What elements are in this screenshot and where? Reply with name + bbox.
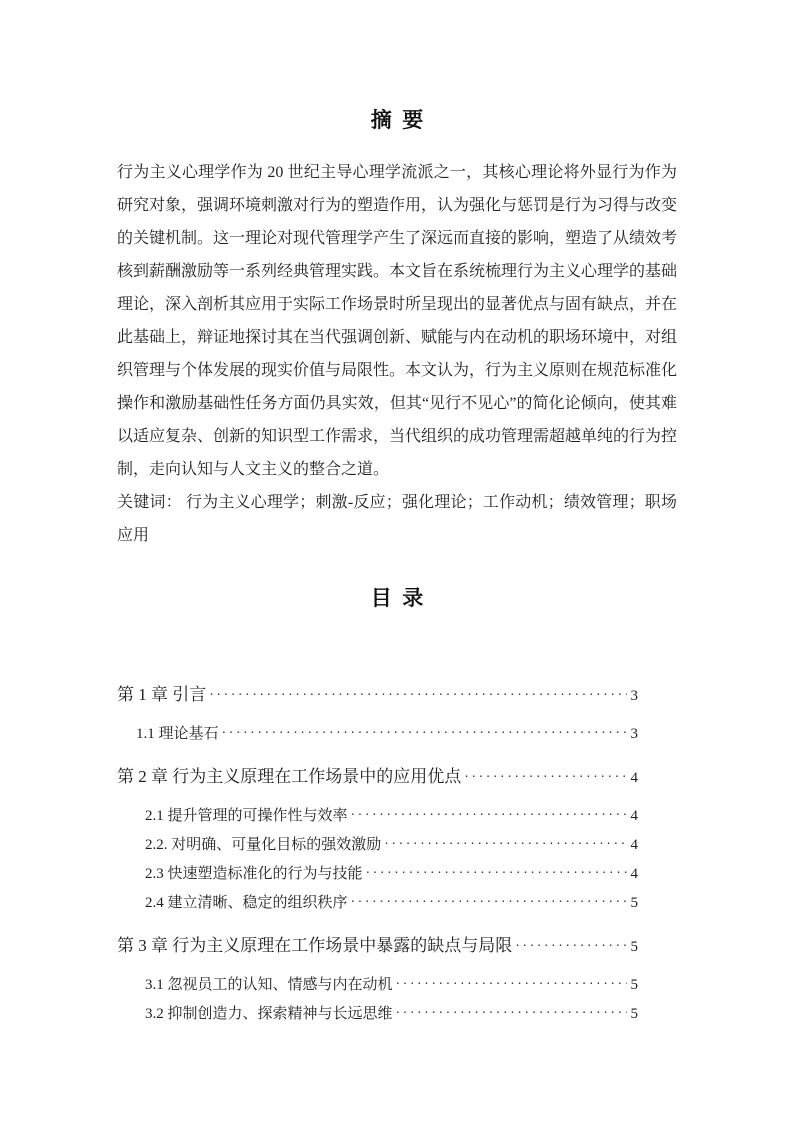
toc-dot-leader [366,859,627,888]
toc-entry-label: 1.1 理论基石 [136,726,219,742]
toc-entry-label: 2.4 建立清晰、稳定的组织秩序 [145,895,348,911]
toc-page-number: 3 [630,726,638,742]
toc-entry [117,762,638,793]
toc-entry-label: 第 2 章 行为主义原理在工作场景中的应用优点 [117,767,462,786]
toc-page-number: 5 [630,977,638,993]
toc-entry-label: 2.1 提升管理的可操作性与效率 [145,808,348,824]
toc-dot-leader [351,888,627,917]
toc-entry [117,971,638,1000]
toc-entry [117,831,638,860]
keywords-line [117,486,677,552]
toc-entry [117,1000,638,1029]
keywords-label: 关键词： [117,494,182,511]
toc-entry-label: 2.3 快速塑造标准化的行为与技能 [145,866,363,882]
abstract-body-paragraph: 行为主义心理学作为 20 世纪主导心理学流派之一，其核心理论将外显行为作为研究对象，强调环境刺激对行为的塑造作用，认为强化与惩罚是行为习得与改变的关键机制。这一理论对现代管理学产生了深远而直接的影响，塑造了从绩效考核到薪酬激励等一系列经典管理实践。本文旨在系统梳理行为主义心理学的基础理论，深入剖析其应用于实际工作场景时所呈现出的显著优点与固有缺点，并在此基础上，辩证地探讨其在当代强调创新、赋能与内在动机的职场环境中，对组织管理与个体发展的现实价值与局限性。本文认为，行为主义原则在规范标准化操作和激励基础性任务方面仍具实效，但其“见行不见心”的简化论倾向，使其难以适应复杂、创新的知识型工作需求，当代组织的成功管理需超越单纯的行为控制，走向认知与人文主义的整合之道。 [117,164,678,478]
toc-list [117,680,638,1029]
toc-page-number: 5 [630,939,638,955]
toc-dot-leader [464,763,626,792]
toc-dot-leader [351,801,627,830]
abstract-title: 摘 要 [370,108,424,132]
toc-entry-label: 3.2 抑制创造力、探索精神与长远思维 [145,1006,393,1022]
toc-entry [117,931,638,962]
toc-dot-leader [222,719,627,748]
toc-entry [117,680,638,711]
toc-entry [117,860,638,889]
toc-page-number: 4 [630,770,638,786]
toc-page-number: 4 [630,837,638,853]
toc-dot-leader [209,681,626,710]
toc-entry [117,802,638,831]
toc-title: 目 录 [370,586,424,610]
toc-page-number: 3 [630,688,638,704]
toc-page-number: 5 [630,895,638,911]
toc-entry [117,889,638,918]
keywords-text: 行为主义心理学；刺激-反应；强化理论；工作动机；绩效管理；职场应用 [117,494,677,544]
toc-page-number: 4 [630,866,638,882]
toc-dot-leader [515,932,626,961]
toc-entry [117,720,638,749]
toc-dot-leader [396,970,627,999]
toc-page-number: 5 [630,1006,638,1022]
toc-entry-label: 3.1 忽视员工的认知、情感与内在动机 [145,977,393,993]
toc-dot-leader [396,999,627,1028]
toc-entry-label: 第 1 章 引言 [117,685,207,704]
toc-entry-label: 2.2. 对明确、可量化目标的强效激励 [145,837,382,853]
toc-page-number: 4 [630,808,638,824]
toc-entry-label: 第 3 章 行为主义原理在工作场景中暴露的缺点与局限 [117,936,513,955]
toc-dot-leader [384,830,626,859]
